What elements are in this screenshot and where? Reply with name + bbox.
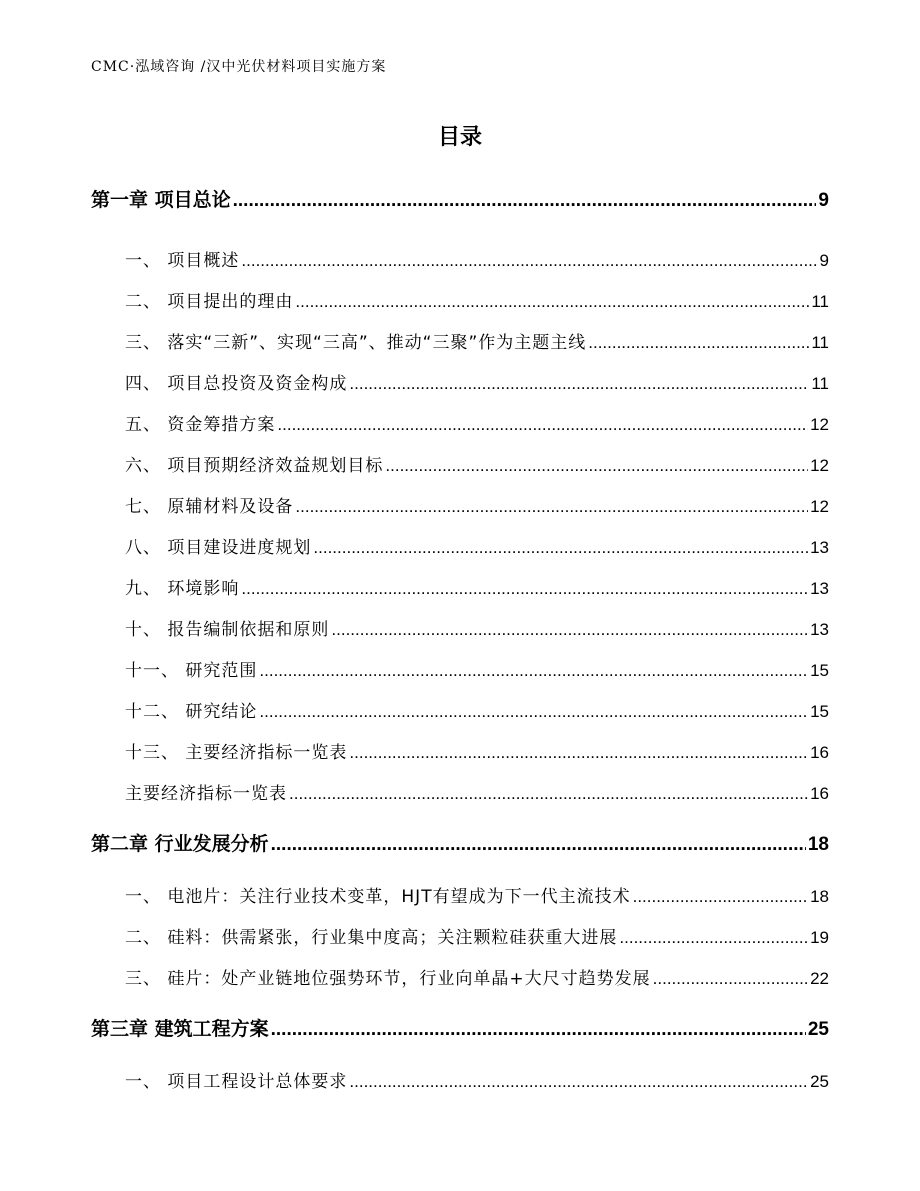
toc-leader [289,784,808,804]
toc-title: 目录 [437,125,482,150]
toc-page: 11 [811,374,829,393]
toc-entry[interactable] [125,923,829,948]
toc-leader [295,292,809,312]
toc-leader [271,1019,806,1041]
toc-label: 二、 硅料：供需紧张，行业集中度高；关注颗粒硅获重大进展 [125,928,618,948]
toc-leader [259,661,808,681]
toc-page: 25 [810,1072,829,1091]
toc-leader [259,702,808,722]
toc-label: 三、 落实“三新”、实现“三高”、推动“三聚”作为主题主线 [125,333,587,353]
toc-label: 四、 项目总投资及资金构成 [125,374,348,394]
toc-label: 六、 项目预期经济效益规划目标 [125,456,384,476]
toc-page: 19 [810,928,829,947]
toc-leader [241,579,808,599]
toc-page: 12 [810,456,829,475]
toc-page: 16 [810,743,829,762]
toc-chapter-2[interactable] [91,829,829,856]
toc-page: 13 [810,579,829,598]
toc-entry[interactable] [125,656,829,681]
toc-leader [331,620,808,640]
toc-page: 12 [810,497,829,516]
toc-page: 15 [810,661,829,680]
toc-entry[interactable] [125,369,829,394]
toc-entry[interactable] [125,615,829,640]
toc-entry[interactable] [125,533,829,558]
toc-entry[interactable] [125,882,829,907]
toc-entry[interactable] [125,779,829,804]
toc-entry[interactable] [125,451,829,476]
toc-page: 25 [807,1019,829,1040]
toc-label: 十、 报告编制依据和原则 [125,620,330,640]
toc-entry[interactable] [125,738,829,763]
toc-leader [619,928,808,948]
toc-leader [233,190,817,212]
toc-label: 五、 资金筹措方案 [125,415,276,435]
toc-page: 11 [811,292,829,311]
toc-label: 十一、 研究范围 [125,661,258,681]
toc-leader [295,497,808,517]
toc-label: 第二章 行业发展分析 [91,833,269,855]
toc-leader [349,1072,808,1092]
toc-entry[interactable] [125,287,829,312]
toc-leader [588,333,809,353]
toc-page: 9 [818,190,829,211]
toc-entry[interactable] [125,410,829,435]
toc-entry[interactable] [125,492,829,517]
page-header: CMC·泓域咨询 /汉中光伏材料项目实施方案 [91,59,387,75]
toc-leader [349,374,809,394]
toc-leader [633,887,808,907]
toc-leader [349,743,808,763]
toc-entry[interactable] [125,1067,829,1092]
toc-label: 一、 电池片：关注行业技术变革，HJT有望成为下一代主流技术 [125,887,631,907]
toc-leader [241,251,817,271]
toc-page: 11 [811,333,829,352]
toc-label: 第三章 建筑工程方案 [91,1018,269,1040]
toc-page: 15 [810,702,829,721]
toc-label: 三、 硅片：处产业链地位强势环节，行业向单晶+大尺寸趋势发展 [125,969,651,989]
toc-page: 16 [810,784,829,803]
toc-chapter-1[interactable] [91,185,829,212]
toc-entry[interactable] [125,246,829,271]
toc-page: 22 [810,969,829,988]
toc-label: 七、 原辅材料及设备 [125,497,294,517]
toc-label: 一、 项目概述 [125,251,240,271]
toc-label: 九、 环境影响 [125,579,240,599]
toc-page: 18 [810,887,829,906]
toc-page: 12 [810,415,829,434]
toc-label: 十二、 研究结论 [125,702,258,722]
toc-page: 13 [810,538,829,557]
toc-label: 主要经济指标一览表 [125,784,287,804]
toc-page: 9 [819,251,829,270]
toc-label: 第一章 项目总论 [91,189,231,211]
toc-label: 八、 项目建设进度规划 [125,538,312,558]
toc-leader [271,834,806,856]
toc-leader [277,415,808,435]
toc-entry[interactable] [125,328,829,353]
toc-leader [385,456,808,476]
toc-label: 一、 项目工程设计总体要求 [125,1072,348,1092]
toc-leader [313,538,808,558]
toc-page: 18 [807,834,829,855]
toc-page: 13 [810,620,829,639]
toc-label: 十三、 主要经济指标一览表 [125,743,348,763]
toc-entry[interactable] [125,964,829,989]
toc-entry[interactable] [125,697,829,722]
toc-chapter-3[interactable] [91,1014,829,1041]
toc-entry[interactable] [125,574,829,599]
toc-leader [653,969,808,989]
toc-label: 二、 项目提出的理由 [125,292,294,312]
